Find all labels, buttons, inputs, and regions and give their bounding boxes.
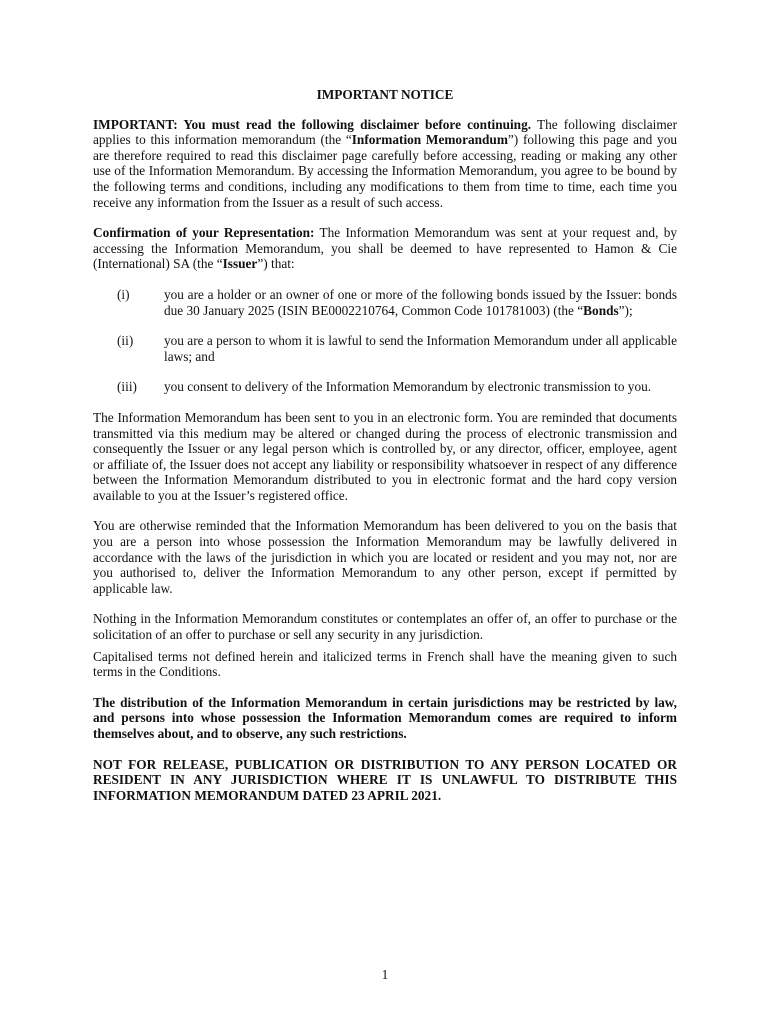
intro-paragraph (93, 117, 677, 211)
defined-term-information-memorandum: Information Memorandum (351, 132, 508, 148)
defined-term-issuer: Issuer (222, 256, 258, 272)
intro-text-b: ”) following this page and you are therefore required to read this disclaimer page carefully before accessing, reading or making any other use of the Information Memorandum. By accessing the Information Memorandum, you agree to be bound by the following terms and conditions, including any modifications to them from time to time, each time you receive any information from the Issuer as a result of such access. (93, 132, 677, 210)
distribution-restriction-paragraph: The distribution of the Information Memorandum in certain jurisdictions may be restricted by law, and persons into whose possession the Information Memorandum comes are required to inform themselves about, and to observe, any such restrictions. (93, 694, 677, 741)
document-page (93, 87, 677, 818)
confirmation-lead: Confirmation of your Representation: (93, 225, 315, 241)
list-item (93, 333, 677, 364)
lawful-delivery-paragraph: You are otherwise reminded that the Information Memorandum has been delivered to you on the basis that you are a person into whose possession the Information Memorandum may be lawfully delivered in accordance with the laws of the jurisdiction in which you are located or resident and you may not, nor are you authorised to, deliver the Information Memorandum to any other person, except if permitted by applicable law. (93, 518, 677, 596)
list-item-text: you consent to delivery of the Information Memorandum by electronic transmission to you. (164, 379, 652, 395)
list-item-text: you are a person to whom it is lawful to send the Information Memorandum under all applicable laws; and (164, 333, 677, 364)
no-offer-paragraph: Nothing in the Information Memorandum constitutes or contemplates an offer of, an offer to purchase or the solicitation of an offer to purchase or sell any security in any jurisdiction. (93, 611, 677, 643)
list-item (93, 287, 677, 318)
intro-lead: IMPORTANT: You must read the following disclaimer before continuing. (93, 116, 532, 132)
confirmation-text-a: The Information Memorandum was sent at your request and, by accessing the Information Memorandum, you shall be deemed to have represented to Hamon & Cie (International) SA (the “ (93, 225, 677, 272)
intro-text-a: The following disclaimer applies to this information memorandum (the “ (93, 116, 677, 148)
not-for-release-paragraph: NOT FOR RELEASE, PUBLICATION OR DISTRIBUTION TO ANY PERSON LOCATED OR RESIDENT IN ANY JURISDICTION WHERE IT IS UNLAWFUL TO DISTRIBUTE THIS INFORMATION MEMORANDUM DATED 23 APRIL 2021. (93, 756, 677, 803)
representation-list (93, 287, 677, 395)
list-item-text-a: you are a holder or an owner of one or more of the following bonds issued by the Issuer: bonds due 30 January 2025 (ISIN BE0002210764, Common Code 101781003) (the “ (164, 286, 677, 318)
notice-title: IMPORTANT NOTICE (316, 87, 454, 102)
list-item-text (164, 287, 677, 318)
electronic-form-paragraph: The Information Memorandum has been sent to you in an electronic form. You are reminded that documents transmitted via this medium may be altered or changed during the process of electronic transmission and consequently the Issuer or any legal person which is controlled by, or any director, officer, employee, agent or affiliate of, the Issuer does not accept any liability or responsibility whatsoever in respect of any difference between the Information Memorandum distributed to you in electronic format and the hard copy version available to you at the Issuer’s registered office. (93, 409, 677, 503)
page-number: 1 (381, 967, 389, 982)
defined-term-bonds: Bonds (583, 302, 619, 318)
confirmation-paragraph (93, 225, 677, 272)
list-item-number: (i) (117, 286, 130, 302)
confirmation-text-b: ”) that: (257, 256, 295, 272)
list-item-text-b: ”); (618, 302, 633, 318)
list-item-number: (ii) (117, 333, 134, 349)
list-item (93, 379, 677, 395)
list-item-number: (iii) (117, 379, 137, 395)
capitalised-terms-paragraph: Capitalised terms not defined herein and italicized terms in French shall have the meaning given to such terms in the Conditions. (93, 648, 677, 680)
